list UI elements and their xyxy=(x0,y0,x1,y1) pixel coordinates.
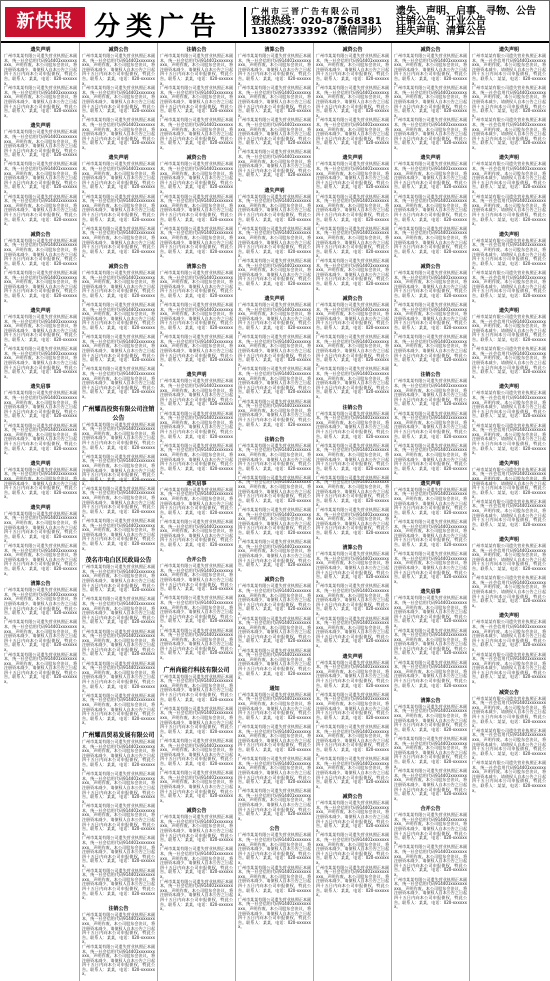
ad-body: 广州市某某有限公司遗失营业执照正本副本，统一社会信用代码914401xxxxxxxxxx，声明作废。本公司股东会决议，将注册资本减少，请债权人自本公告之日起四十五日内向本公司申报债权，特此公告。联系人：某某，电话：020-xxxxxxx。 xyxy=(472,346,546,379)
header-divider xyxy=(244,7,246,37)
ad-body: 广州市某某有限公司遗失营业执照正本副本，统一社会信用代码914401xxxxxxxxxx，声明作废。本公司股东会决议，将注册资本减少，请债权人自本公告之日起四十五日内向本公司申报债权，特此公告。联系人：某某，电话：020-xxxxxxx。 xyxy=(160,161,233,195)
ad-body: 广州市某某有限公司遗失营业执照正本副本，统一社会信用代码914401xxxxxxxxxx，声明作废。本公司股东会决议，将注册资本减少，请债权人自本公告之日起四十五日内向本公司申报债权，特此公告。联系人：某某，电话：020-xxxxxxx。 xyxy=(4,161,77,195)
classified-ad xyxy=(316,404,389,541)
classified-ad xyxy=(82,404,155,552)
classified-ad xyxy=(4,231,77,303)
ad-body: 广州市某某有限公司遗失营业执照正本副本，统一社会信用代码914401xxxxxxxxxx，声明作废。本公司股东会决议，将注册资本减少，请债权人自本公告之日起四十五日内向本公司申报债权，特此公告。联系人：某某，电话：020-xxxxxxx。 xyxy=(160,737,233,771)
ad-body: 广州市某某有限公司遗失营业执照正本副本，统一社会信用代码914401xxxxxxxxxx，声明作废。本公司股东会决议，将注册资本减少，请债权人自本公告之日起四十五日内向本公司申报债权，特此公告。联系人：某某，电话：020-xxxxxxx。 xyxy=(472,759,546,793)
ad-body: 广州市某某有限公司遗失营业执照正本副本，统一社会信用代码914401xxxxxxxxxx，声明作废。本公司股东会决议，将注册资本减少，请债权人自本公告之日起四十五日内向本公司申报债权，特此公告。联系人：某某，电话：020-xxxxxxx。 xyxy=(4,543,77,576)
ad-title: 遗失声明 xyxy=(264,187,285,194)
ad-body: 广州市某某有限公司遗失营业执照正本副本，统一社会信用代码914401xxxxxxxxxx，声明作废。本公司股东会决议，将注册资本减少，请债权人自本公告之日起四十五日内向本公司申报债权，特此公告。联系人：某某，电话：020-xxxxxxx。 xyxy=(160,705,233,739)
ad-body: 广州市某某有限公司遗失营业执照正本副本，统一社会信用代码914401xxxxxxxxxx，声明作废。本公司股东会决议，将注册资本减少，请债权人自本公告之日起四十五日内向本公司申报债权，特此公告。联系人：某某，电话：020-xxxxxxx。 xyxy=(238,832,311,865)
classified-ad xyxy=(160,665,233,804)
hotline-number: 020-87568381 xyxy=(301,16,382,27)
ad-title: 遗失声明 xyxy=(30,504,51,511)
classified-ad xyxy=(238,46,311,183)
ad-body: 广州市某某有限公司遗失营业执照正本副本，统一社会信用代码914401xxxxxxxxxx，声明作废。本公司股东会决议，将注册资本减少，请债权人自本公告之日起四十五日内向本公司申报债权，特此公告。联系人：某某，电话：020-xxxxxxx。 xyxy=(160,519,233,552)
ad-body: 广州市某某有限公司遗失营业执照正本副本，统一社会信用代码914401xxxxxxxxxx，声明作废。本公司股东会决议，将注册资本减少，请债权人自本公告之日起四十五日内向本公司申报债权，特此公告。联系人：某某，电话：020-xxxxxxx。 xyxy=(316,864,389,898)
classified-ad xyxy=(4,122,77,226)
company-name: 广州市三晋广告有限公司 xyxy=(251,7,361,16)
ad-body: 广州市某某有限公司遗失营业执照正本副本，统一社会信用代码914401xxxxxxxxxx，声明作废。本公司股东会决议，将注册资本减少，请债权人自本公告之日起四十五日内向本公司申报债权，特此公告。联系人：某某，电话：020-xxxxxxx。 xyxy=(238,149,311,183)
ad-title: 注销公告 xyxy=(264,436,285,443)
ad-body: 广州市某某有限公司遗失营业执照正本副本，统一社会信用代码914401xxxxxxxxxx，声明作废。本公司股东会决议，将注册资本减少，请债权人自本公告之日起四十五日内向本公司申报债权，特此公告。联系人：某某，电话：020-xxxxxxx。 xyxy=(316,161,389,195)
classified-ad xyxy=(238,187,311,291)
classified-ad xyxy=(316,793,389,897)
ad-body: 广州市某某有限公司遗失营业执照正本副本，统一社会信用代码914401xxxxxxxxxx，声明作废。本公司股东会决议，将注册资本减少，请债权人自本公告之日起四十五日内向本公司申报债权，特此公告。联系人：某某，电话：020-xxxxxxx。 xyxy=(82,518,155,551)
ad-title: 清算公告 xyxy=(342,545,363,552)
ad-body: 广州市某某有限公司遗失营业执照正本副本，统一社会信用代码914401xxxxxxxxxx，声明作废。本公司股东会决议，将注册资本减少，请债权人自本公告之日起四十五日内向本公司申报债权，特此公告。联系人：某某，电话：020-xxxxxxx。 xyxy=(316,507,389,540)
ad-body: 广州市某某有限公司遗失营业执照正本副本，统一社会信用代码914401xxxxxxxxxx，声明作废。本公司股东会决议，将注册资本减少，请债权人自本公告之日起四十五日内向本公司申报债权，特此公告。联系人：某某，电话：020-xxxxxxx。 xyxy=(316,53,389,86)
ad-body: 广州市某某有限公司遗失营业执照正本副本，统一社会信用代码914401xxxxxxxxxx，声明作废。本公司股东会决议，将注册资本减少，请债权人自本公告之日起四十五日内向本公司申报债权，特此公告。联系人：某某，电话：020-xxxxxxx。 xyxy=(472,543,546,576)
ad-body: 广州市某某有限公司遗失营业执照正本副本，统一社会信用代码914401xxxxxxxxxx，声明作废。本公司股东会决议，将注册资本减少，请债权人自本公告之日起四十五日内向本公司申报债权，特此公告。联系人：某某，电话：020-xxxxxxx。 xyxy=(82,421,155,455)
ad-title: 减资公告 xyxy=(342,296,363,303)
ad-body: 广州市某某有限公司遗失营业执照正本副本，统一社会信用代码914401xxxxxxxxxx，声明作废。本公司股东会决议，将注册资本减少，请债权人自本公告之日起四十五日内向本公司申报债权，特此公告。联系人：某某，电话：020-xxxxxxx。 xyxy=(394,161,467,195)
ad-title: 遗失启事 xyxy=(30,384,51,391)
classified-ad xyxy=(4,580,77,684)
ad-body: 广州市某某有限公司遗失营业执照正本副本，统一社会信用代码914401xxxxxxxxxx，声明作废。本公司股东会决议，将注册资本减少，请债权人自本公告之日起四十五日内向本公司申报债权，特此公告。联系人：某某，电话：020-xxxxxxx。 xyxy=(472,390,546,423)
ad-column xyxy=(236,43,314,981)
ad-body: 广州市某某有限公司遗失营业执照正本副本，统一社会信用代码914401xxxxxxxxxx，声明作废。本公司股东会决议，将注册资本减少，请债权人自本公告之日起四十五日内向本公司申报债权，特此公告。联系人：某某，电话：020-xxxxxxx。 xyxy=(82,485,155,519)
classified-ad xyxy=(4,383,77,455)
ad-title: 合并公告 xyxy=(420,806,441,813)
ad-body: 广州市某某有限公司遗失营业执照正本副本，统一社会信用代码914401xxxxxxxxxx，声明作废。本公司股东会决议，将注册资本减少，请债权人自本公告之日起四十五日内向本公司申报债权，特此公告。联系人：某某，电话：020-xxxxxxx。 xyxy=(4,346,77,379)
hotline-label: 登报热线： xyxy=(251,16,301,27)
ad-body: 广州市某某有限公司遗失营业执照正本副本，统一社会信用代码914401xxxxxxxxxx，声明作废。本公司股东会决议，将注册资本减少，请债权人自本公告之日起四十五日内向本公司申报债权，特此公告。联系人：某某，电话：020-xxxxxxx。 xyxy=(160,878,233,912)
ad-body: 广州市某某有限公司遗失营业执照正本副本，统一社会信用代码914401xxxxxxxxxx，声明作废。本公司股东会决议，将注册资本减少，请债权人自本公告之日起四十五日内向本公司申报债权，特此公告。联系人：某某，电话：020-xxxxxxx。 xyxy=(160,770,233,803)
ad-title: 遗失声明 xyxy=(498,460,519,467)
classified-ad xyxy=(394,263,467,367)
ad-title: 减资公告 xyxy=(498,689,519,696)
classified-ad xyxy=(472,612,546,684)
ad-body: 广州市某某有限公司遗失营业执照正本副本，统一社会信用代码914401xxxxxxxxxx，声明作废。本公司股东会决议，将注册资本减少，请债权人自本公告之日起四十五日内向本公司申报债权，特此公告。联系人：某某，电话：020-xxxxxxx。 xyxy=(160,814,233,847)
ad-body: 广州市某某有限公司遗失营业执照正本副本，统一社会信用代码914401xxxxxxxxxx，声明作废。本公司股东会决议，将注册资本减少，请债权人自本公告之日起四十五日内向本公司申报债权，特此公告。联系人：某某，电话：020-xxxxxxx。 xyxy=(160,442,233,476)
classified-ad xyxy=(82,46,155,150)
ad-title: 减资公告 xyxy=(108,263,129,270)
ad-title: 遗失声明 xyxy=(30,308,51,315)
ad-body: 广州市某某有限公司遗失营业执照正本副本，统一社会信用代码914401xxxxxxxxxx，声明作废。本公司股东会决议，将注册资本减少，请债权人自本公告之日起四十五日内向本公司申报债权，特此公告。联系人：某某，电话：020-xxxxxxx。 xyxy=(4,314,77,347)
ad-title: 遗失声明 xyxy=(498,384,519,391)
ad-title: 遗失声明 xyxy=(498,231,519,238)
classified-ad xyxy=(160,154,233,258)
ad-body: 广州市某某有限公司遗失营业执照正本副本，统一社会信用代码914401xxxxxxxxxx，声明作废。本公司股东会决议，将注册资本减少，请债权人自本公告之日起四十五日内向本公司申报债权，特此公告。联系人：某某，电话：020-xxxxxxx。 xyxy=(238,788,311,821)
contact-block xyxy=(251,7,388,37)
mobile-number: 13802733392（微信同步） xyxy=(251,26,388,37)
ad-body: 广州市某某有限公司遗失营业执照正本副本，统一社会信用代码914401xxxxxxxxxx，声明作废。本公司股东会决议，将注册资本减少，请债权人自本公告之日起四十五日内向本公司申报债权，特此公告。联系人：某某，电话：020-xxxxxxx。 xyxy=(394,812,467,845)
ad-body: 广州市某某有限公司遗失营业执照正本副本，统一社会信用代码914401xxxxxxxxxx，声明作废。本公司股东会决议，将注册资本减少，请债权人自本公告之日起四十五日内向本公司申报债权，特此公告。联系人：某某，电话：020-xxxxxxx。 xyxy=(472,193,546,227)
ad-body: 广州市某某有限公司遗失营业执照正本副本，统一社会信用代码914401xxxxxxxxxx，声明作废。本公司股东会决议，将注册资本减少，请债权人自本公告之日起四十五日内向本公司申报债权，特此公告。联系人：某某，电话：020-xxxxxxx。 xyxy=(82,453,155,487)
classified-ad xyxy=(316,544,389,648)
ad-body: 广州市某某有限公司遗失营业执照正本副本，统一社会信用代码914401xxxxxxxxxx，声明作废。本公司股东会决议，将注册资本减少，请债权人自本公告之日起四十五日内向本公司申报债权，特此公告。联系人：某某，电话：020-xxxxxxx。 xyxy=(238,85,311,118)
ad-body: 广州市某某有限公司遗失营业执照正本副本，统一社会信用代码914401xxxxxxxxxx，声明作废。本公司股东会决议，将注册资本减少，请债权人自本公告之日起四十五日内向本公司申报债权，特此公告。联系人：某某，电话：020-xxxxxxx。 xyxy=(394,302,467,335)
ad-body: 广州市某某有限公司遗失营业执照正本副本，统一社会信用代码914401xxxxxxxxxx，声明作废。本公司股东会决议，将注册资本减少，请债权人自本公告之日起四十五日内向本公司申报债权，特此公告。联系人：某某，电话：020-xxxxxxx。 xyxy=(238,583,311,616)
ad-body: 广州市某某有限公司遗失营业执照正本副本，统一社会信用代码914401xxxxxxxxxx，声明作废。本公司股东会决议，将注册资本减少，请债权人自本公告之日起四十五日内向本公司申报债权，特此公告。联系人：某某，电话：020-xxxxxxx。 xyxy=(4,422,77,456)
ad-title: 遗失声明 xyxy=(264,296,285,303)
ad-title: 遗失声明 xyxy=(498,613,519,620)
ad-body: 广州市某某有限公司遗失营业执照正本副本，统一社会信用代码914401xxxxxxxxxx，声明作废。本公司股东会决议，将注册资本减少，请债权人自本公告之日起四十五日内向本公司申报债权，特此公告。联系人：某某，电话：020-xxxxxxx。 xyxy=(316,442,389,476)
ad-body: 广州市某某有限公司遗失营业执照正本副本，统一社会信用代码914401xxxxxxxxxx，声明作废。本公司股东会决议，将注册资本减少，请债权人自本公告之日起四十五日内向本公司申报债权，特此公告。联系人：某某，电话：020-xxxxxxx。 xyxy=(472,498,546,532)
ad-body: 广州市某某有限公司遗失营业执照正本副本，统一社会信用代码914401xxxxxxxxxx，声明作废。本公司股东会决议，将注册资本减少，请债权人自本公告之日起四十五日内向本公司申报债权，特此公告。联系人：某某，电话：020-xxxxxxx。 xyxy=(160,193,233,227)
classified-ad xyxy=(82,730,155,901)
ad-body: 广州市某某有限公司遗失营业执照正本副本，统一社会信用代码914401xxxxxxxxxx，声明作废。本公司股东会决议，将注册资本减少，请债权人自本公告之日起四十五日内向本公司申报债权，特此公告。联系人：某某，电话：020-xxxxxxx。 xyxy=(4,651,77,685)
ad-body: 广州市某某有限公司遗失营业执照正本副本，统一社会信用代码914401xxxxxxxxxx，声明作废。本公司股东会决议，将注册资本减少，请债权人自本公告之日起四十五日内向本公司申报债权，特此公告。联系人：某某，电话：020-xxxxxxx。 xyxy=(472,422,546,456)
ad-body: 广州市某某有限公司遗失营业执照正本副本，统一社会信用代码914401xxxxxxxxxx，声明作废。本公司股东会决议，将注册资本减少，请债权人自本公告之日起四十五日内向本公司申报债权，特此公告。联系人：某某，电话：020-xxxxxxx。 xyxy=(472,269,546,303)
ad-body: 广州市某某有限公司遗失营业执照正本副本，统一社会信用代码914401xxxxxxxxxx，声明作废。本公司股东会决议，将注册资本减少，请债权人自本公告之日起四十五日内向本公司申报债权，特此公告。联系人：某某，电话：020-xxxxxxx。 xyxy=(394,486,467,520)
ad-body: 广州市某某有限公司遗失营业执照正本副本，统一社会信用代码914401xxxxxxxxxx，声明作废。本公司股东会决议，将注册资本减少，请债权人自本公告之日起四十五日内向本公司申报债权，特此公告。联系人：某某，电话：020-xxxxxxx。 xyxy=(316,615,389,649)
ad-body: 广州市某某有限公司遗失营业执照正本副本，统一社会信用代码914401xxxxxxxxxx，声明作废。本公司股东会决议，将注册资本减少，请债权人自本公告之日起四十五日内向本公司申报债权，特此公告。联系人：某某，电话：020-xxxxxxx。 xyxy=(394,627,467,661)
ad-title: 减资公告 xyxy=(420,263,441,270)
ad-body: 广州市某某有限公司遗失营业执照正本副本，统一社会信用代码914401xxxxxxxxxx，声明作废。本公司股东会决议，将注册资本减少，请债权人自本公告之日起四十五日内向本公司申报债权，特此公告。联系人：某某，电话：020-xxxxxxx。 xyxy=(394,595,467,628)
classified-ad xyxy=(4,307,77,379)
ad-body: 广州市某某有限公司遗失营业执照正本副本，统一社会信用代码914401xxxxxxxxxx，声明作废。本公司股东会决议，将注册资本减少，请债权人自本公告之日起四十五日内向本公司申报债权，特此公告。联系人：某某，电话：020-xxxxxxx。 xyxy=(472,619,546,652)
ad-body: 广州市某某有限公司遗失营业执照正本副本，统一社会信用代码914401xxxxxxxxxx，声明作废。本公司股东会决议，将注册资本减少，请债权人自本公告之日起四十五日内向本公司申报债权，特此公告。联系人：某某，电话：020-xxxxxxx。 xyxy=(238,225,311,259)
ad-body: 广州市某某有限公司遗失营业执照正本副本，统一社会信用代码914401xxxxxxxxxx，声明作废。本公司股东会决议，将注册资本减少，请债权人自本公告之日起四十五日内向本公司申报债权，特此公告。联系人：某某，电话：020-xxxxxxx。 xyxy=(316,756,389,789)
classified-ad xyxy=(472,536,546,608)
ad-body: 广州市某某有限公司遗失营业执照正本副本，统一社会信用代码914401xxxxxxxxxx，声明作废。本公司股东会决议，将注册资本减少，请债权人自本公告之日起四十五日内向本公司申报债权，特此公告。联系人：某某，电话：020-xxxxxxx。 xyxy=(316,583,389,616)
ad-body: 广州市某某有限公司遗失营业执照正本副本，统一社会信用代码914401xxxxxxxxxx，声明作废。本公司股东会决议，将注册资本减少，请债权人自本公告之日起四十五日内向本公司申报债权，特此公告。联系人：某某，电话：020-xxxxxxx。 xyxy=(82,225,155,259)
ad-body: 广州市某某有限公司遗失营业执照正本副本，统一社会信用代码914401xxxxxxxxxx，声明作废。本公司股东会决议，将注册资本减少，请债权人自本公告之日起四十五日内向本公司申报债权，特此公告。联系人：某某，电话：020-xxxxxxx。 xyxy=(316,551,389,584)
ad-title: 遗失声明 xyxy=(30,123,51,130)
ad-body: 广州市某某有限公司遗失营业执照正本副本，统一社会信用代码914401xxxxxxxxxx，声明作废。本公司股东会决议，将注册资本减少，请债权人自本公告之日起四十五日内向本公司申报债权，特此公告。联系人：某某，电话：020-xxxxxxx。 xyxy=(394,551,467,584)
ad-title: 通知 xyxy=(269,685,280,692)
ad-body: 广州市某某有限公司遗失营业执照正本副本，统一社会信用代码914401xxxxxxxxxx，声明作废。本公司股东会决议，将注册资本减少，请债权人自本公告之日起四十五日内向本公司申报债权，特此公告。联系人：某某，电话：020-xxxxxxx。 xyxy=(82,85,155,118)
classified-ad xyxy=(160,807,233,911)
ad-body: 广州市某某有限公司遗失营业执照正本副本，统一社会信用代码914401xxxxxxxxxx，声明作废。本公司股东会决议，将注册资本减少，请债权人自本公告之日起四十五日内向本公司申报债权，特此公告。联系人：某某，电话：020-xxxxxxx。 xyxy=(394,844,467,877)
ad-body: 广州市某某有限公司遗失营业执照正本副本，统一社会信用代码914401xxxxxxxxxx，声明作废。本公司股东会决议，将注册资本减少，请债权人自本公告之日起四十五日内向本公司申报债权，特此公告。联系人：某某，电话：020-xxxxxxx。 xyxy=(82,911,155,945)
classified-ad xyxy=(472,154,546,226)
ad-title: 减资公告 xyxy=(342,794,363,801)
ad-body: 广州市某某有限公司遗失营业执照正本副本，统一社会信用代码914401xxxxxxxxxx，声明作废。本公司股东会决议，将注册资本减少，请债权人自本公告之日起四十五日内向本公司申报债权，特此公告。联系人：某某，电话：020-xxxxxxx。 xyxy=(316,832,389,865)
ad-body: 广州市某某有限公司遗失营业执照正本副本，统一社会信用代码914401xxxxxxxxxx，声明作废。本公司股东会决议，将注册资本减少，请债权人自本公告之日起四十五日内向本公司申报债权，特此公告。联系人：某某，电话：020-xxxxxxx。 xyxy=(394,334,467,367)
ad-body: 广州市某某有限公司遗失营业执照正本副本，统一社会信用代码914401xxxxxxxxxx，声明作废。本公司股东会决议，将注册资本减少，请债权人自本公告之日起四十五日内向本公司申报债权，特此公告。联系人：某某，电话：020-xxxxxxx。 xyxy=(82,53,155,86)
ad-body: 广州市某某有限公司遗失营业执照正本副本，统一社会信用代码914401xxxxxxxxxx，声明作废。本公司股东会决议，将注册资本减少，请债权人自本公告之日起四十五日内向本公司申报债权，特此公告。联系人：某某，电话：020-xxxxxxx。 xyxy=(82,628,155,662)
ad-title: 减资公告 xyxy=(342,47,363,53)
ad-body: 广州市某某有限公司遗失营业执照正本副本，统一社会信用代码914401xxxxxxxxxx，声明作废。本公司股东会决议，将注册资本减少，请债权人自本公告之日起四十五日内向本公司申报债权，特此公告。联系人：某某，电话：020-xxxxxxx。 xyxy=(160,410,233,444)
newspaper-logo: 新快报 xyxy=(5,7,85,37)
ad-body: 广州市某某有限公司遗失营业执照正本副本，统一社会信用代码914401xxxxxxxxxx，声明作废。本公司股东会决议，将注册资本减少，请债权人自本公告之日起四十五日内向本公司申报债权，特此公告。联系人：某某，电话：020-xxxxxxx。 xyxy=(238,193,311,227)
ad-column xyxy=(2,43,80,981)
ad-title: 遗失声明 xyxy=(498,308,519,315)
ad-body: 广州市某某有限公司遗失营业执照正本副本，统一社会信用代码914401xxxxxxxxxx，声明作废。本公司股东会决议，将注册资本减少，请债权人自本公告之日起四十五日内向本公司申报债权，特此公告。联系人：某某，电话：020-xxxxxxx。 xyxy=(4,53,77,86)
classified-ad xyxy=(238,825,311,929)
classified-ad xyxy=(160,263,233,367)
ad-body: 广州市某某有限公司遗失营业执照正本副本，统一社会信用代码914401xxxxxxxxxx，声明作废。本公司股东会决议，将注册资本减少，请债权人自本公告之日起四十五日内向本公司申报债权，特此公告。联系人：某某，电话：020-xxxxxxx。 xyxy=(394,876,467,910)
ad-body: 广州市某某有限公司遗失营业执照正本副本，统一社会信用代码914401xxxxxxxxxx，声明作废。本公司股东会决议，将注册资本减少，请债权人自本公告之日起四十五日内向本公司申报债权，特此公告。联系人：某某，电话：020-xxxxxxx。 xyxy=(82,867,155,901)
ad-title: 清算公告 xyxy=(264,47,285,53)
classified-ad xyxy=(316,653,389,790)
classified-ad xyxy=(160,46,233,150)
ad-title: 清算公告 xyxy=(420,697,441,704)
ad-body: 广州市某某有限公司遗失营业执照正本副本，统一社会信用代码914401xxxxxxxxxx，声明作废。本公司股东会决议，将注册资本减少，请债权人自本公告之日起四十五日内向本公司申报债权，特此公告。联系人：某某，电话：020-xxxxxxx。 xyxy=(238,864,311,898)
ad-body: 广州市某某有限公司遗失营业执照正本副本，统一社会信用代码914401xxxxxxxxxx，声明作废。本公司股东会决议，将注册资本减少，请债权人自本公告之日起四十五日内向本公司申报债权，特此公告。联系人：某某，电话：020-xxxxxxx。 xyxy=(160,378,233,411)
ad-body: 广州市某某有限公司遗失营业执照正本副本，统一社会信用代码914401xxxxxxxxxx，声明作废。本公司股东会决议，将注册资本减少，请债权人自本公告之日起四十五日内向本公司申报债权，特此公告。联系人：某某，电话：020-xxxxxxx。 xyxy=(394,117,467,150)
ad-title: 减资公告 xyxy=(186,155,207,162)
ad-column xyxy=(158,43,236,981)
ad-body: 广州市某某有限公司遗失营业执照正本副本，统一社会信用代码914401xxxxxxxxxx，声明作废。本公司股东会决议，将注册资本减少，请债权人自本公告之日起四十五日内向本公司申报债权，特此公告。联系人：某某，电话：020-xxxxxxx。 xyxy=(472,314,546,347)
ad-body: 广州市某某有限公司遗失营业执照正本副本，统一社会信用代码914401xxxxxxxxxx，声明作废。本公司股东会决议，将注册资本减少，请债权人自本公告之日起四十五日内向本公司申报债权，特此公告。联系人：某某，电话：020-xxxxxxx。 xyxy=(160,486,233,520)
ad-body: 广州市某某有限公司遗失营业执照正本副本，统一社会信用代码914401xxxxxxxxxx，声明作废。本公司股东会决议，将注册资本减少，请债权人自本公告之日起四十五日内向本公司申报债权，特此公告。联系人：某某，电话：020-xxxxxxx。 xyxy=(238,442,311,476)
ad-title: 注销公告 xyxy=(342,404,363,411)
ad-title: 遗失声明 xyxy=(498,155,519,162)
ad-body: 广州市某某有限公司遗失营业执照正本副本，统一社会信用代码914401xxxxxxxxxx，声明作废。本公司股东会决议，将注册资本减少，请债权人自本公告之日起四十五日内向本公司申报债权，特此公告。联系人：某某，电话：020-xxxxxxx。 xyxy=(316,410,389,444)
classified-ad xyxy=(472,231,546,303)
ad-body: 广州市某某有限公司遗失营业执照正本副本，统一社会信用代码914401xxxxxxxxxx，声明作废。本公司股东会决议，将注册资本减少，请债权人自本公告之日起四十五日内向本公司申报债权，特此公告。联系人：某某，电话：020-xxxxxxx。 xyxy=(238,896,311,930)
classified-ad xyxy=(316,295,389,399)
ad-body: 广州市某某有限公司遗失营业执照正本副本，统一社会信用代码914401xxxxxxxxxx，声明作废。本公司股东会决议，将注册资本减少，请债权人自本公告之日起四十五日内向本公司申报债权，特此公告。联系人：某某，电话：020-xxxxxxx。 xyxy=(82,366,155,399)
ad-body: 广州市某某有限公司遗失营业执照正本副本，统一社会信用代码914401xxxxxxxxxx，声明作废。本公司股东会决议，将注册资本减少，请债权人自本公告之日起四十五日内向本公司申报债权，特此公告。联系人：某某，电话：020-xxxxxxx。 xyxy=(160,53,233,86)
classified-ad xyxy=(160,371,233,475)
ad-title: 遗失启事 xyxy=(186,480,207,487)
ad-title: 注销公告 xyxy=(420,372,441,379)
ad-body: 广州市某某有限公司遗失营业执照正本副本，统一社会信用代码914401xxxxxxxxxx，声明作废。本公司股东会决议，将注册资本减少，请债权人自本公告之日起四十五日内向本公司申报债权，特此公告。联系人：某某，电话：020-xxxxxxx。 xyxy=(238,723,311,757)
services-line-1: 遗失、声明、启事、寻物、公告 xyxy=(396,6,536,17)
ad-body: 广州市某某有限公司遗失营业执照正本副本，统一社会信用代码914401xxxxxxxxxx，声明作废。本公司股东会决议，将注册资本减少，请债权人自本公告之日起四十五日内向本公司申报债权，特此公告。联系人：某某，电话：020-xxxxxxx。 xyxy=(4,193,77,227)
classified-ad xyxy=(472,383,546,455)
ad-body: 广州市某某有限公司遗失营业执照正本副本，统一社会信用代码914401xxxxxxxxxx，声明作废。本公司股东会决议，将注册资本减少，请债权人自本公告之日起四十五日内向本公司申报债权，特此公告。联系人：某某，电话：020-xxxxxxx。 xyxy=(4,129,77,162)
classified-ad xyxy=(82,263,155,400)
ad-column xyxy=(314,43,392,981)
ad-body: 广州市某某有限公司遗失营业执照正本副本，统一社会信用代码914401xxxxxxxxxx，声明作废。本公司股东会决议，将注册资本减少，请债权人自本公告之日起四十五日内向本公司申报债权，特此公告。联系人：某某，电话：020-xxxxxxx。 xyxy=(472,117,546,150)
classified-ad xyxy=(4,504,77,576)
ad-body: 广州市某某有限公司遗失营业执照正本副本，统一社会信用代码914401xxxxxxxxxx，声明作废。本公司股东会决议，将注册资本减少，请债权人自本公告之日起四十五日内向本公司申报债权，特此公告。联系人：某某，电话：020-xxxxxxx。 xyxy=(316,193,389,227)
ad-body: 广州市某某有限公司遗失营业执照正本副本，统一社会信用代码914401xxxxxxxxxx，声明作废。本公司股东会决议，将注册资本减少，请债权人自本公告之日起四十五日内向本公司申报债权，特此公告。联系人：某某，电话：020-xxxxxxx。 xyxy=(394,442,467,476)
ad-title: 减资公告 xyxy=(420,47,441,53)
ad-title: 遗失声明 xyxy=(498,47,519,53)
ad-body: 广州市某某有限公司遗失营业执照正本副本，统一社会信用代码914401xxxxxxxxxx，声明作废。本公司股东会决议，将注册资本减少，请债权人自本公告之日起四十五日内向本公司申报债权，特此公告。联系人：某某，电话：020-xxxxxxx。 xyxy=(82,302,155,335)
ad-title: 茂名市电白区民政局公告 xyxy=(85,557,152,565)
classified-ad xyxy=(316,46,389,150)
ad-body: 广州市某某有限公司遗失营业执照正本副本，统一社会信用代码914401xxxxxxxxxx，声明作废。本公司股东会决议，将注册资本减少，请债权人自本公告之日起四十五日内向本公司申报债权，特此公告。联系人：某某，电话：020-xxxxxxx。 xyxy=(82,692,155,726)
ad-body: 广州市某某有限公司遗失营业执照正本副本，统一社会信用代码914401xxxxxxxxxx，声明作废。本公司股东会决议，将注册资本减少，请债权人自本公告之日起四十五日内向本公司申报债权，特此公告。联系人：某某，电话：020-xxxxxxx。 xyxy=(316,257,389,291)
ad-body: 广州市某某有限公司遗失营业执照正本副本，统一社会信用代码914401xxxxxxxxxx，声明作废。本公司股东会决议，将注册资本减少，请债权人自本公告之日起四十五日内向本公司申报债权，特此公告。联系人：某某，电话：020-xxxxxxx。 xyxy=(160,117,233,150)
ad-body: 广州市某某有限公司遗失营业执照正本副本，统一社会信用代码914401xxxxxxxxxx，声明作废。本公司股东会决议，将注册资本减少，请债权人自本公告之日起四十五日内向本公司申报债权，特此公告。联系人：某某，电话：020-xxxxxxx。 xyxy=(316,334,389,367)
ad-body: 广州市某某有限公司遗失营业执照正本副本，统一社会信用代码914401xxxxxxxxxx，声明作废。本公司股东会决议，将注册资本减少，请债权人自本公告之日起四十五日内向本公司申报债权，特此公告。联系人：某某，电话：020-xxxxxxx。 xyxy=(238,507,311,540)
ad-body: 广州市某某有限公司遗失营业执照正本副本，统一社会信用代码914401xxxxxxxxxx，声明作废。本公司股东会决议，将注册资本减少，请债权人自本公告之日起四十五日内向本公司申报债权，特此公告。联系人：某某，电话：020-xxxxxxx。 xyxy=(316,302,389,335)
ad-body: 广州市某某有限公司遗失营业执照正本副本，统一社会信用代码914401xxxxxxxxxx，声明作废。本公司股东会决议，将注册资本减少，请债权人自本公告之日起四十五日内向本公司申报债权，特此公告。联系人：某某，电话：020-xxxxxxx。 xyxy=(160,334,233,367)
ad-body: 广州市某某有限公司遗失营业执照正本副本，统一社会信用代码914401xxxxxxxxxx，声明作废。本公司股东会决议，将注册资本减少，请债权人自本公告之日起四十五日内向本公司申报债权，特此公告。联系人：某某，电话：020-xxxxxxx。 xyxy=(472,237,546,271)
section-title: 分类广告 xyxy=(94,12,223,42)
ad-body: 广州市某某有限公司遗失营业执照正本副本，统一社会信用代码914401xxxxxxxxxx，声明作废。本公司股东会决议，将注册资本减少，请债权人自本公告之日起四十五日内向本公司申报债权，特此公告。联系人：某某，电话：020-xxxxxxx。 xyxy=(472,575,546,608)
ad-body: 广州市某某有限公司遗失营业执照正本副本，统一社会信用代码914401xxxxxxxxxx，声明作废。本公司股东会决议，将注册资本减少，请债权人自本公告之日起四十五日内向本公司申报债权，特此公告。联系人：某某，电话：020-xxxxxxx。 xyxy=(4,510,77,544)
ad-body: 广州市某某有限公司遗失营业执照正本副本，统一社会信用代码914401xxxxxxxxxx，声明作废。本公司股东会决议，将注册资本减少，请债权人自本公告之日起四十五日内向本公司申报债权，特此公告。联系人：某某，电话：020-xxxxxxx。 xyxy=(82,269,155,303)
ad-body: 广州市某某有限公司遗失营业执照正本副本，统一社会信用代码914401xxxxxxxxxx，声明作废。本公司股东会决议，将注册资本减少，请债权人自本公告之日起四十五日内向本公司申报债权，特此公告。联系人：某某，电话：020-xxxxxxx。 xyxy=(4,237,77,271)
ad-body: 广州市某某有限公司遗失营业执照正本副本，统一社会信用代码914401xxxxxxxxxx，声明作废。本公司股东会决议，将注册资本减少，请债权人自本公告之日起四十五日内向本公司申报债权，特此公告。联系人：某某，电话：020-xxxxxxx。 xyxy=(238,539,311,572)
ad-body: 广州市某某有限公司遗失营业执照正本副本，统一社会信用代码914401xxxxxxxxxx，声明作废。本公司股东会决议，将注册资本减少，请债权人自本公告之日起四十五日内向本公司申报债权，特此公告。联系人：某某，电话：020-xxxxxxx。 xyxy=(472,695,546,729)
ad-title: 注销公告 xyxy=(108,905,129,912)
ad-title: 遗失声明 xyxy=(420,480,441,487)
classified-ad xyxy=(472,689,546,793)
classified-ad xyxy=(394,154,467,258)
ad-body: 广州市某某有限公司遗失营业执照正本副本，统一社会信用代码914401xxxxxxxxxx，声明作废。本公司股东会决议，将注册资本减少，请债权人自本公告之日起四十五日内向本公司申报债权，特此公告。联系人：某某，电话：020-xxxxxxx。 xyxy=(160,85,233,118)
ad-body: 广州市某某有限公司遗失营业执照正本副本，统一社会信用代码914401xxxxxxxxxx，声明作废。本公司股东会决议，将注册资本减少，请债权人自本公告之日起四十五日内向本公司申报债权，特此公告。联系人：某某，电话：020-xxxxxxx。 xyxy=(4,269,77,303)
ad-body: 广州市某某有限公司遗失营业执照正本副本，统一社会信用代码914401xxxxxxxxxx，声明作废。本公司股东会决议，将注册资本减少，请债权人自本公告之日起四十五日内向本公司申报债权，特此公告。联系人：某某，电话：020-xxxxxxx。 xyxy=(160,595,233,628)
ad-body: 广州市某某有限公司遗失营业执照正本副本，统一社会信用代码914401xxxxxxxxxx，声明作废。本公司股东会决议，将注册资本减少，请债权人自本公告之日起四十五日内向本公司申报债权，特此公告。联系人：某某，电话：020-xxxxxxx。 xyxy=(4,85,77,118)
classified-ad xyxy=(82,905,155,977)
ad-body: 广州市某某有限公司遗失营业执照正本副本，统一社会信用代码914401xxxxxxxxxx，声明作废。本公司股东会决议，将注册资本减少，请债权人自本公告之日起四十五日内向本公司申报债权，特此公告。联系人：某某，电话：020-xxxxxxx。 xyxy=(238,647,311,681)
classified-ad xyxy=(238,436,311,573)
ad-body: 广州市某某有限公司遗失营业执照正本副本，统一社会信用代码914401xxxxxxxxxx，声明作废。本公司股东会决议，将注册资本减少，请债权人自本公告之日起四十五日内向本公司申报债权，特此公告。联系人：某某，电话：020-xxxxxxx。 xyxy=(160,673,233,707)
ad-body: 广州市某某有限公司遗失营业执照正本副本，统一社会信用代码914401xxxxxxxxxx，声明作废。本公司股东会决议，将注册资本减少，请债权人自本公告之日起四十五日内向本公司申报债权，特此公告。联系人：某某，电话：020-xxxxxxx。 xyxy=(238,474,311,508)
ad-body: 广州市某某有限公司遗失营业执照正本副本，统一社会信用代码914401xxxxxxxxxx，声明作废。本公司股东会决议，将注册资本减少，请债权人自本公告之日起四十五日内向本公司申报债权，特此公告。联系人：某某，电话：020-xxxxxxx。 xyxy=(82,943,155,977)
ad-title: 遗失声明 xyxy=(30,460,51,467)
ad-title: 遗失声明 xyxy=(342,653,363,660)
ad-body: 广州市某某有限公司遗失营业执照正本副本，统一社会信用代码914401xxxxxxxxxx，声明作废。本公司股东会决议，将注册资本减少，请债权人自本公告之日起四十五日内向本公司申报债权，特此公告。联系人：某某，电话：020-xxxxxxx。 xyxy=(472,161,546,195)
ad-body: 广州市某某有限公司遗失营业执照正本副本，统一社会信用代码914401xxxxxxxxxx，声明作废。本公司股东会决议，将注册资本减少，请债权人自本公告之日起四十五日内向本公司申报债权，特此公告。联系人：某某，电话：020-xxxxxxx。 xyxy=(82,660,155,694)
classified-ad xyxy=(394,371,467,475)
ad-body: 广州市某某有限公司遗失营业执照正本副本，统一社会信用代码914401xxxxxxxxxx，声明作废。本公司股东会决议，将注册资本减少，请债权人自本公告之日起四十五日内向本公司申报债权，特此公告。联系人：某某，电话：020-xxxxxxx。 xyxy=(316,85,389,118)
ad-body: 广州市某某有限公司遗失营业执照正本副本，统一社会信用代码914401xxxxxxxxxx，声明作废。本公司股东会决议，将注册资本减少，请债权人自本公告之日起四十五日内向本公司申报债权，特此公告。联系人：某某，电话：020-xxxxxxx。 xyxy=(316,225,389,259)
ad-body: 广州市某某有限公司遗失营业执照正本副本，统一社会信用代码914401xxxxxxxxxx，声明作废。本公司股东会决议，将注册资本减少，请债权人自本公告之日起四十五日内向本公司申报债权，特此公告。联系人：某某，电话：020-xxxxxxx。 xyxy=(394,735,467,769)
ad-body: 广州市某某有限公司遗失营业执照正本副本，统一社会信用代码914401xxxxxxxxxx，声明作废。本公司股东会决议，将注册资本减少，请债权人自本公告之日起四十五日内向本公司申报债权，特此公告。联系人：某某，电话：020-xxxxxxx。 xyxy=(4,466,77,500)
ad-body: 广州市某某有限公司遗失营业执照正本副本，统一社会信用代码914401xxxxxxxxxx，声明作废。本公司股东会决议，将注册资本减少，请债权人自本公告之日起四十五日内向本公司申报债权，特此公告。联系人：某某，电话：020-xxxxxxx。 xyxy=(160,302,233,335)
classified-ad xyxy=(394,805,467,909)
ad-body: 广州市某某有限公司遗失营业执照正本副本，统一社会信用代码914401xxxxxxxxxx，声明作废。本公司股东会决议，将注册资本减少，请债权人自本公告之日起四十五日内向本公司申报债权，特此公告。联系人：某某，电话：020-xxxxxxx。 xyxy=(238,334,311,367)
classified-ad xyxy=(394,480,467,584)
ad-title: 清算公告 xyxy=(186,263,207,270)
ad-title: 广州尚能行科技有限公司 xyxy=(163,666,230,674)
ad-title: 减资公告 xyxy=(108,47,129,53)
classified-ad xyxy=(394,46,467,150)
ad-body: 广州市某某有限公司遗失营业执照正本副本，统一社会信用代码914401xxxxxxxxxx，声明作废。本公司股东会决议，将注册资本减少，请债权人自本公告之日起四十五日内向本公司申报债权，特此公告。联系人：某某，电话：020-xxxxxxx。 xyxy=(82,596,155,629)
ad-body: 广州市某某有限公司遗失营业执照正本副本，统一社会信用代码914401xxxxxxxxxx，声明作废。本公司股东会决议，将注册资本减少，请债权人自本公告之日起四十五日内向本公司申报债权，特此公告。联系人：某某，电话：020-xxxxxxx。 xyxy=(472,727,546,761)
ad-title: 遗失声明 xyxy=(342,155,363,162)
ad-column xyxy=(392,43,470,981)
ad-body: 广州市某某有限公司遗失营业执照正本副本，统一社会信用代码914401xxxxxxxxxx，声明作废。本公司股东会决议，将注册资本减少，请债权人自本公告之日起四十五日内向本公司申报债权，特此公告。联系人：某某，电话：020-xxxxxxx。 xyxy=(238,756,311,789)
ad-body: 广州市某某有限公司遗失营业执照正本副本，统一社会信用代码914401xxxxxxxxxx，声明作废。本公司股东会决议，将注册资本减少，请债权人自本公告之日起四十五日内向本公司申报债权，特此公告。联系人：某某，电话：020-xxxxxxx。 xyxy=(394,768,467,801)
ad-title: 遗失声明 xyxy=(108,155,129,162)
ad-body: 广州市某某有限公司遗失营业执照正本副本，统一社会信用代码914401xxxxxxxxxx，声明作废。本公司股东会决议，将注册资本减少，请债权人自本公告之日起四十五日内向本公司申报债权，特此公告。联系人：某某，电话：020-xxxxxxx。 xyxy=(472,85,546,118)
ad-body: 广州市某某有限公司遗失营业执照正本副本，统一社会信用代码914401xxxxxxxxxx，声明作废。本公司股东会决议，将注册资本减少，请债权人自本公告之日起四十五日内向本公司申报债权，特此公告。联系人：某某，电话：020-xxxxxxx。 xyxy=(82,564,155,597)
ad-body: 广州市某某有限公司遗失营业执照正本副本，统一社会信用代码914401xxxxxxxxxx，声明作废。本公司股东会决议，将注册资本减少，请债权人自本公告之日起四十五日内向本公司申报债权，特此公告。联系人：某某，电话：020-xxxxxxx。 xyxy=(82,738,155,772)
ad-title: 公告 xyxy=(269,826,280,833)
ad-title: 遗失启事 xyxy=(420,589,441,596)
ad-title: 遗失声明 xyxy=(30,47,51,53)
ad-title: 广州耀昌投资有限公司注销公告 xyxy=(82,405,155,422)
ad-body: 广州市某某有限公司遗失营业执照正本副本，统一社会信用代码914401xxxxxxxxxx，声明作废。本公司股东会决议，将注册资本减少，请债权人自本公告之日起四十五日内向本公司申报债权，特此公告。联系人：某某，电话：020-xxxxxxx。 xyxy=(238,398,311,432)
classified-ad xyxy=(472,307,546,379)
ad-body: 广州市某某有限公司遗失营业执照正本副本，统一社会信用代码914401xxxxxxxxxx，声明作废。本公司股东会决议，将注册资本减少，请债权人自本公告之日起四十五日内向本公司申报债权，特此公告。联系人：某某，电话：020-xxxxxxx。 xyxy=(160,846,233,879)
services-list xyxy=(396,7,536,37)
ad-body: 广州市某某有限公司遗失营业执照正本副本，统一社会信用代码914401xxxxxxxxxx，声明作废。本公司股东会决议，将注册资本减少，请债权人自本公告之日起四十五日内向本公司申报债权，特此公告。联系人：某某，电话：020-xxxxxxx。 xyxy=(4,587,77,620)
services-line-2: 注销公告、开业公告 xyxy=(396,16,486,27)
ad-title: 遗失声明 xyxy=(420,155,441,162)
ad-body: 广州市某某有限公司遗失营业执照正本副本，统一社会信用代码914401xxxxxxxxxx，声明作废。本公司股东会决议，将注册资本减少，请债权人自本公告之日起四十五日内向本公司申报债权，特此公告。联系人：某某，电话：020-xxxxxxx。 xyxy=(472,651,546,685)
ad-column xyxy=(470,43,548,981)
ad-body: 广州市某某有限公司遗失营业执照正本副本，统一社会信用代码914401xxxxxxxxxx，声明作废。本公司股东会决议，将注册资本减少，请债权人自本公告之日起四十五日内向本公司申报债权，特此公告。联系人：某某，电话：020-xxxxxxx。 xyxy=(394,53,467,86)
ad-body: 广州市某某有限公司遗失营业执照正本副本，统一社会信用代码914401xxxxxxxxxx，声明作废。本公司股东会决议，将注册资本减少，请债权人自本公告之日起四十五日内向本公司申报债权，特此公告。联系人：某某，电话：020-xxxxxxx。 xyxy=(82,161,155,195)
classified-ad xyxy=(316,154,389,291)
ad-body: 广州市某某有限公司遗失营业执照正本副本，统一社会信用代码914401xxxxxxxxxx，声明作废。本公司股东会决议，将注册资本减少，请债权人自本公告之日起四十五日内向本公司申报债权，特此公告。联系人：某某，电话：020-xxxxxxx。 xyxy=(160,269,233,303)
classified-ad xyxy=(394,697,467,801)
ad-body: 广州市某某有限公司遗失营业执照正本副本，统一社会信用代码914401xxxxxxxxxx，声明作废。本公司股东会决议，将注册资本减少，请债权人自本公告之日起四十五日内向本公司申报债权，特此公告。联系人：某某，电话：020-xxxxxxx。 xyxy=(4,619,77,652)
ad-body: 广州市某某有限公司遗失营业执照正本副本，统一社会信用代码914401xxxxxxxxxx，声明作废。本公司股东会决议，将注册资本减少，请债权人自本公告之日起四十五日内向本公司申报债权，特此公告。联系人：某某，电话：020-xxxxxxx。 xyxy=(316,659,389,693)
services-line-3: 挂失声明、清算公告 xyxy=(396,26,486,37)
ad-title: 减资公告 xyxy=(186,808,207,815)
ad-body: 广州市某某有限公司遗失营业执照正本副本，统一社会信用代码914401xxxxxxxxxx，声明作废。本公司股东会决议，将注册资本减少，请债权人自本公告之日起四十五日内向本公司申报债权，特此公告。联系人：某某，电话：020-xxxxxxx。 xyxy=(238,366,311,399)
ad-body: 广州市某某有限公司遗失营业执照正本副本，统一社会信用代码914401xxxxxxxxxx，声明作废。本公司股东会决议，将注册资本减少，请债权人自本公告之日起四十五日内向本公司申报债权，特此公告。联系人：某某，电话：020-xxxxxxx。 xyxy=(82,803,155,836)
ad-body: 广州市某某有限公司遗失营业执照正本副本，统一社会信用代码914401xxxxxxxxxx，声明作废。本公司股东会决议，将注册资本减少，请债权人自本公告之日起四十五日内向本公司申报债权，特此公告。联系人：某某，电话：020-xxxxxxx。 xyxy=(394,225,467,259)
ad-body: 广州市某某有限公司遗失营业执照正本副本，统一社会信用代码914401xxxxxxxxxx，声明作废。本公司股东会决议，将注册资本减少，请债权人自本公告之日起四十五日内向本公司申报债权，特此公告。联系人：某某，电话：020-xxxxxxx。 xyxy=(82,771,155,804)
ad-body: 广州市某某有限公司遗失营业执照正本副本，统一社会信用代码914401xxxxxxxxxx，声明作废。本公司股东会决议，将注册资本减少，请债权人自本公告之日起四十五日内向本公司申报债权，特此公告。联系人：某某，电话：020-xxxxxxx。 xyxy=(82,334,155,367)
ad-body: 广州市某某有限公司遗失营业执照正本副本，统一社会信用代码914401xxxxxxxxxx，声明作废。本公司股东会决议，将注册资本减少，请债权人自本公告之日起四十五日内向本公司申报债权，特此公告。联系人：某某，电话：020-xxxxxxx。 xyxy=(238,53,311,86)
ad-body: 广州市某某有限公司遗失营业执照正本副本，统一社会信用代码914401xxxxxxxxxx，声明作废。本公司股东会决议，将注册资本减少，请债权人自本公告之日起四十五日内向本公司申报债权，特此公告。联系人：某某，电话：020-xxxxxxx。 xyxy=(238,302,311,335)
ad-body: 广州市某某有限公司遗失营业执照正本副本，统一社会信用代码914401xxxxxxxxxx，声明作废。本公司股东会决议，将注册资本减少，请债权人自本公告之日起四十五日内向本公司申报债权，特此公告。联系人：某某，电话：020-xxxxxxx。 xyxy=(394,193,467,227)
classified-ad xyxy=(238,685,311,822)
ad-body: 广州市某某有限公司遗失营业执照正本副本，统一社会信用代码914401xxxxxxxxxx，声明作废。本公司股东会决议，将注册资本减少，请债权人自本公告之日起四十五日内向本公司申报债权，特此公告。联系人：某某，电话：020-xxxxxxx。 xyxy=(316,723,389,757)
classified-ad xyxy=(160,480,233,552)
classified-grid xyxy=(2,43,548,977)
ad-body: 广州市某某有限公司遗失营业执照正本副本，统一社会信用代码914401xxxxxxxxxx，声明作废。本公司股东会决议，将注册资本减少，请债权人自本公告之日起四十五日内向本公司申报债权，特此公告。联系人：某某，电话：020-xxxxxxx。 xyxy=(394,410,467,444)
classified-ad xyxy=(82,154,155,258)
ad-body: 广州市某某有限公司遗失营业执照正本副本，统一社会信用代码914401xxxxxxxxxx，声明作废。本公司股东会决议，将注册资本减少，请债权人自本公告之日起四十五日内向本公司申报债权，特此公告。联系人：某某，电话：020-xxxxxxx。 xyxy=(82,835,155,868)
ad-title: 注销公告 xyxy=(186,47,207,53)
classified-ad xyxy=(4,460,77,500)
ad-body: 广州市某某有限公司遗失营业执照正本副本，统一社会信用代码914401xxxxxxxxxx，声明作废。本公司股东会决议，将注册资本减少，请债权人自本公告之日起四十五日内向本公司申报债权，特此公告。联系人：某某，电话：020-xxxxxxx。 xyxy=(316,117,389,150)
classified-ad xyxy=(394,588,467,692)
ad-column xyxy=(80,43,158,981)
ad-body: 广州市某某有限公司遗失营业执照正本副本，统一社会信用代码914401xxxxxxxxxx，声明作废。本公司股东会决议，将注册资本减少，请债权人自本公告之日起四十五日内向本公司申报债权，特此公告。联系人：某某，电话：020-xxxxxxx。 xyxy=(394,703,467,737)
ad-body: 广州市某某有限公司遗失营业执照正本副本，统一社会信用代码914401xxxxxxxxxx，声明作废。本公司股东会决议，将注册资本减少，请债权人自本公告之日起四十五日内向本公司申报债权，特此公告。联系人：某某，电话：020-xxxxxxx。 xyxy=(316,474,389,508)
ad-body: 广州市某某有限公司遗失营业执照正本副本，统一社会信用代码914401xxxxxxxxxx，声明作废。本公司股东会决议，将注册资本减少，请债权人自本公告之日起四十五日内向本公司申报债权，特此公告。联系人：某某，电话：020-xxxxxxx。 xyxy=(394,378,467,411)
ad-body: 广州市某某有限公司遗失营业执照正本副本，统一社会信用代码914401xxxxxxxxxx，声明作废。本公司股东会决议，将注册资本减少，请债权人自本公告之日起四十五日内向本公司申报债权，特此公告。联系人：某某，电话：020-xxxxxxx。 xyxy=(160,563,233,596)
classified-ad xyxy=(4,46,77,118)
ad-body: 广州市某某有限公司遗失营业执照正本副本，统一社会信用代码914401xxxxxxxxxx，声明作废。本公司股东会决议，将注册资本减少，请债权人自本公告之日起四十五日内向本公司申报债权，特此公告。联系人：某某，电话：020-xxxxxxx。 xyxy=(238,691,311,725)
page-header xyxy=(1,1,549,43)
ad-title: 清算公告 xyxy=(30,581,51,588)
ad-title: 减资公告 xyxy=(264,577,285,584)
ad-body: 广州市某某有限公司遗失营业执照正本副本，统一社会信用代码914401xxxxxxxxxx，声明作废。本公司股东会决议，将注册资本减少，请债权人自本公告之日起四十五日内向本公司申报债权，特此公告。联系人：某某，电话：020-xxxxxxx。 xyxy=(394,659,467,693)
ad-title: 遗失声明 xyxy=(498,537,519,544)
ad-body: 广州市某某有限公司遗失营业执照正本副本，统一社会信用代码914401xxxxxxxxxx，声明作废。本公司股东会决议，将注册资本减少，请债权人自本公告之日起四十五日内向本公司申报债权，特此公告。联系人：某某，电话：020-xxxxxxx。 xyxy=(82,193,155,227)
ad-body: 广州市某某有限公司遗失营业执照正本副本，统一社会信用代码914401xxxxxxxxxx，声明作废。本公司股东会决议，将注册资本减少，请债权人自本公告之日起四十五日内向本公司申报债权，特此公告。联系人：某某，电话：020-xxxxxxx。 xyxy=(472,53,546,86)
ad-body: 广州市某某有限公司遗失营业执照正本副本，统一社会信用代码914401xxxxxxxxxx，声明作废。本公司股东会决议，将注册资本减少，请债权人自本公告之日起四十五日内向本公司申报债权，特此公告。联系人：某某，电话：020-xxxxxxx。 xyxy=(394,269,467,303)
ad-body: 广州市某某有限公司遗失营业执照正本副本，统一社会信用代码914401xxxxxxxxxx，声明作废。本公司股东会决议，将注册资本减少，请债权人自本公告之日起四十五日内向本公司申报债权，特此公告。联系人：某某，电话：020-xxxxxxx。 xyxy=(472,466,546,500)
classified-ad xyxy=(472,460,546,532)
ad-title: 遗失声明 xyxy=(186,372,207,379)
classified-ad xyxy=(472,46,546,150)
ad-body: 广州市某某有限公司遗失营业执照正本副本，统一社会信用代码914401xxxxxxxxxx，声明作废。本公司股东会决议，将注册资本减少，请债权人自本公告之日起四十五日内向本公司申报债权，特此公告。联系人：某某，电话：020-xxxxxxx。 xyxy=(238,257,311,291)
ad-body: 广州市某某有限公司遗失营业执照正本副本，统一社会信用代码914401xxxxxxxxxx，声明作废。本公司股东会决议，将注册资本减少，请债权人自本公告之日起四十五日内向本公司申报债权，特此公告。联系人：某某，电话：020-xxxxxxx。 xyxy=(238,615,311,649)
ad-body: 广州市某某有限公司遗失营业执照正本副本，统一社会信用代码914401xxxxxxxxxx，声明作废。本公司股东会决议，将注册资本减少，请债权人自本公告之日起四十五日内向本公司申报债权，特此公告。联系人：某某，电话：020-xxxxxxx。 xyxy=(160,627,233,661)
ad-body: 广州市某某有限公司遗失营业执照正本副本，统一社会信用代码914401xxxxxxxxxx，声明作废。本公司股东会决议，将注册资本减少，请债权人自本公告之日起四十五日内向本公司申报债权，特此公告。联系人：某某，电话：020-xxxxxxx。 xyxy=(4,390,77,423)
ad-body: 广州市某某有限公司遗失营业执照正本副本，统一社会信用代码914401xxxxxxxxxx，声明作废。本公司股东会决议，将注册资本减少，请债权人自本公告之日起四十五日内向本公司申报债权，特此公告。联系人：某某，电话：020-xxxxxxx。 xyxy=(82,117,155,150)
classified-ad xyxy=(82,555,155,726)
ad-body: 广州市某某有限公司遗失营业执照正本副本，统一社会信用代码914401xxxxxxxxxx，声明作废。本公司股东会决议，将注册资本减少，请债权人自本公告之日起四十五日内向本公司申报债权，特此公告。联系人：某某，电话：020-xxxxxxx。 xyxy=(238,117,311,150)
classified-ad xyxy=(238,576,311,680)
ad-title: 广州耀昌贸易发展有限公司 xyxy=(82,731,155,739)
ad-body: 广州市某某有限公司遗失营业执照正本副本，统一社会信用代码914401xxxxxxxxxx，声明作废。本公司股东会决议，将注册资本减少，请债权人自本公告之日起四十五日内向本公司申报债权，特此公告。联系人：某某，电话：020-xxxxxxx。 xyxy=(394,85,467,118)
ad-title: 减资公告 xyxy=(30,231,51,238)
ad-body: 广州市某某有限公司遗失营业执照正本副本，统一社会信用代码914401xxxxxxxxxx，声明作废。本公司股东会决议，将注册资本减少，请债权人自本公告之日起四十五日内向本公司申报债权，特此公告。联系人：某某，电话：020-xxxxxxx。 xyxy=(160,225,233,259)
classified-ad xyxy=(238,295,311,432)
ad-body: 广州市某某有限公司遗失营业执照正本副本，统一社会信用代码914401xxxxxxxxxx，声明作废。本公司股东会决议，将注册资本减少，请债权人自本公告之日起四十五日内向本公司申报债权，特此公告。联系人：某某，电话：020-xxxxxxx。 xyxy=(316,800,389,833)
ad-body: 广州市某某有限公司遗失营业执照正本副本，统一社会信用代码914401xxxxxxxxxx，声明作废。本公司股东会决议，将注册资本减少，请债权人自本公告之日起四十五日内向本公司申报债权，特此公告。联系人：某某，电话：020-xxxxxxx。 xyxy=(316,691,389,725)
ad-body: 广州市某某有限公司遗失营业执照正本副本，统一社会信用代码914401xxxxxxxxxx，声明作废。本公司股东会决议，将注册资本减少，请债权人自本公告之日起四十五日内向本公司申报债权，特此公告。联系人：某某，电话：020-xxxxxxx。 xyxy=(394,519,467,552)
ad-body: 广州市某某有限公司遗失营业执照正本副本，统一社会信用代码914401xxxxxxxxxx，声明作废。本公司股东会决议，将注册资本减少，请债权人自本公告之日起四十五日内向本公司申报债权，特此公告。联系人：某某，电话：020-xxxxxxx。 xyxy=(316,366,389,399)
ad-title: 合并公告 xyxy=(186,557,207,564)
classified-ad xyxy=(160,556,233,660)
